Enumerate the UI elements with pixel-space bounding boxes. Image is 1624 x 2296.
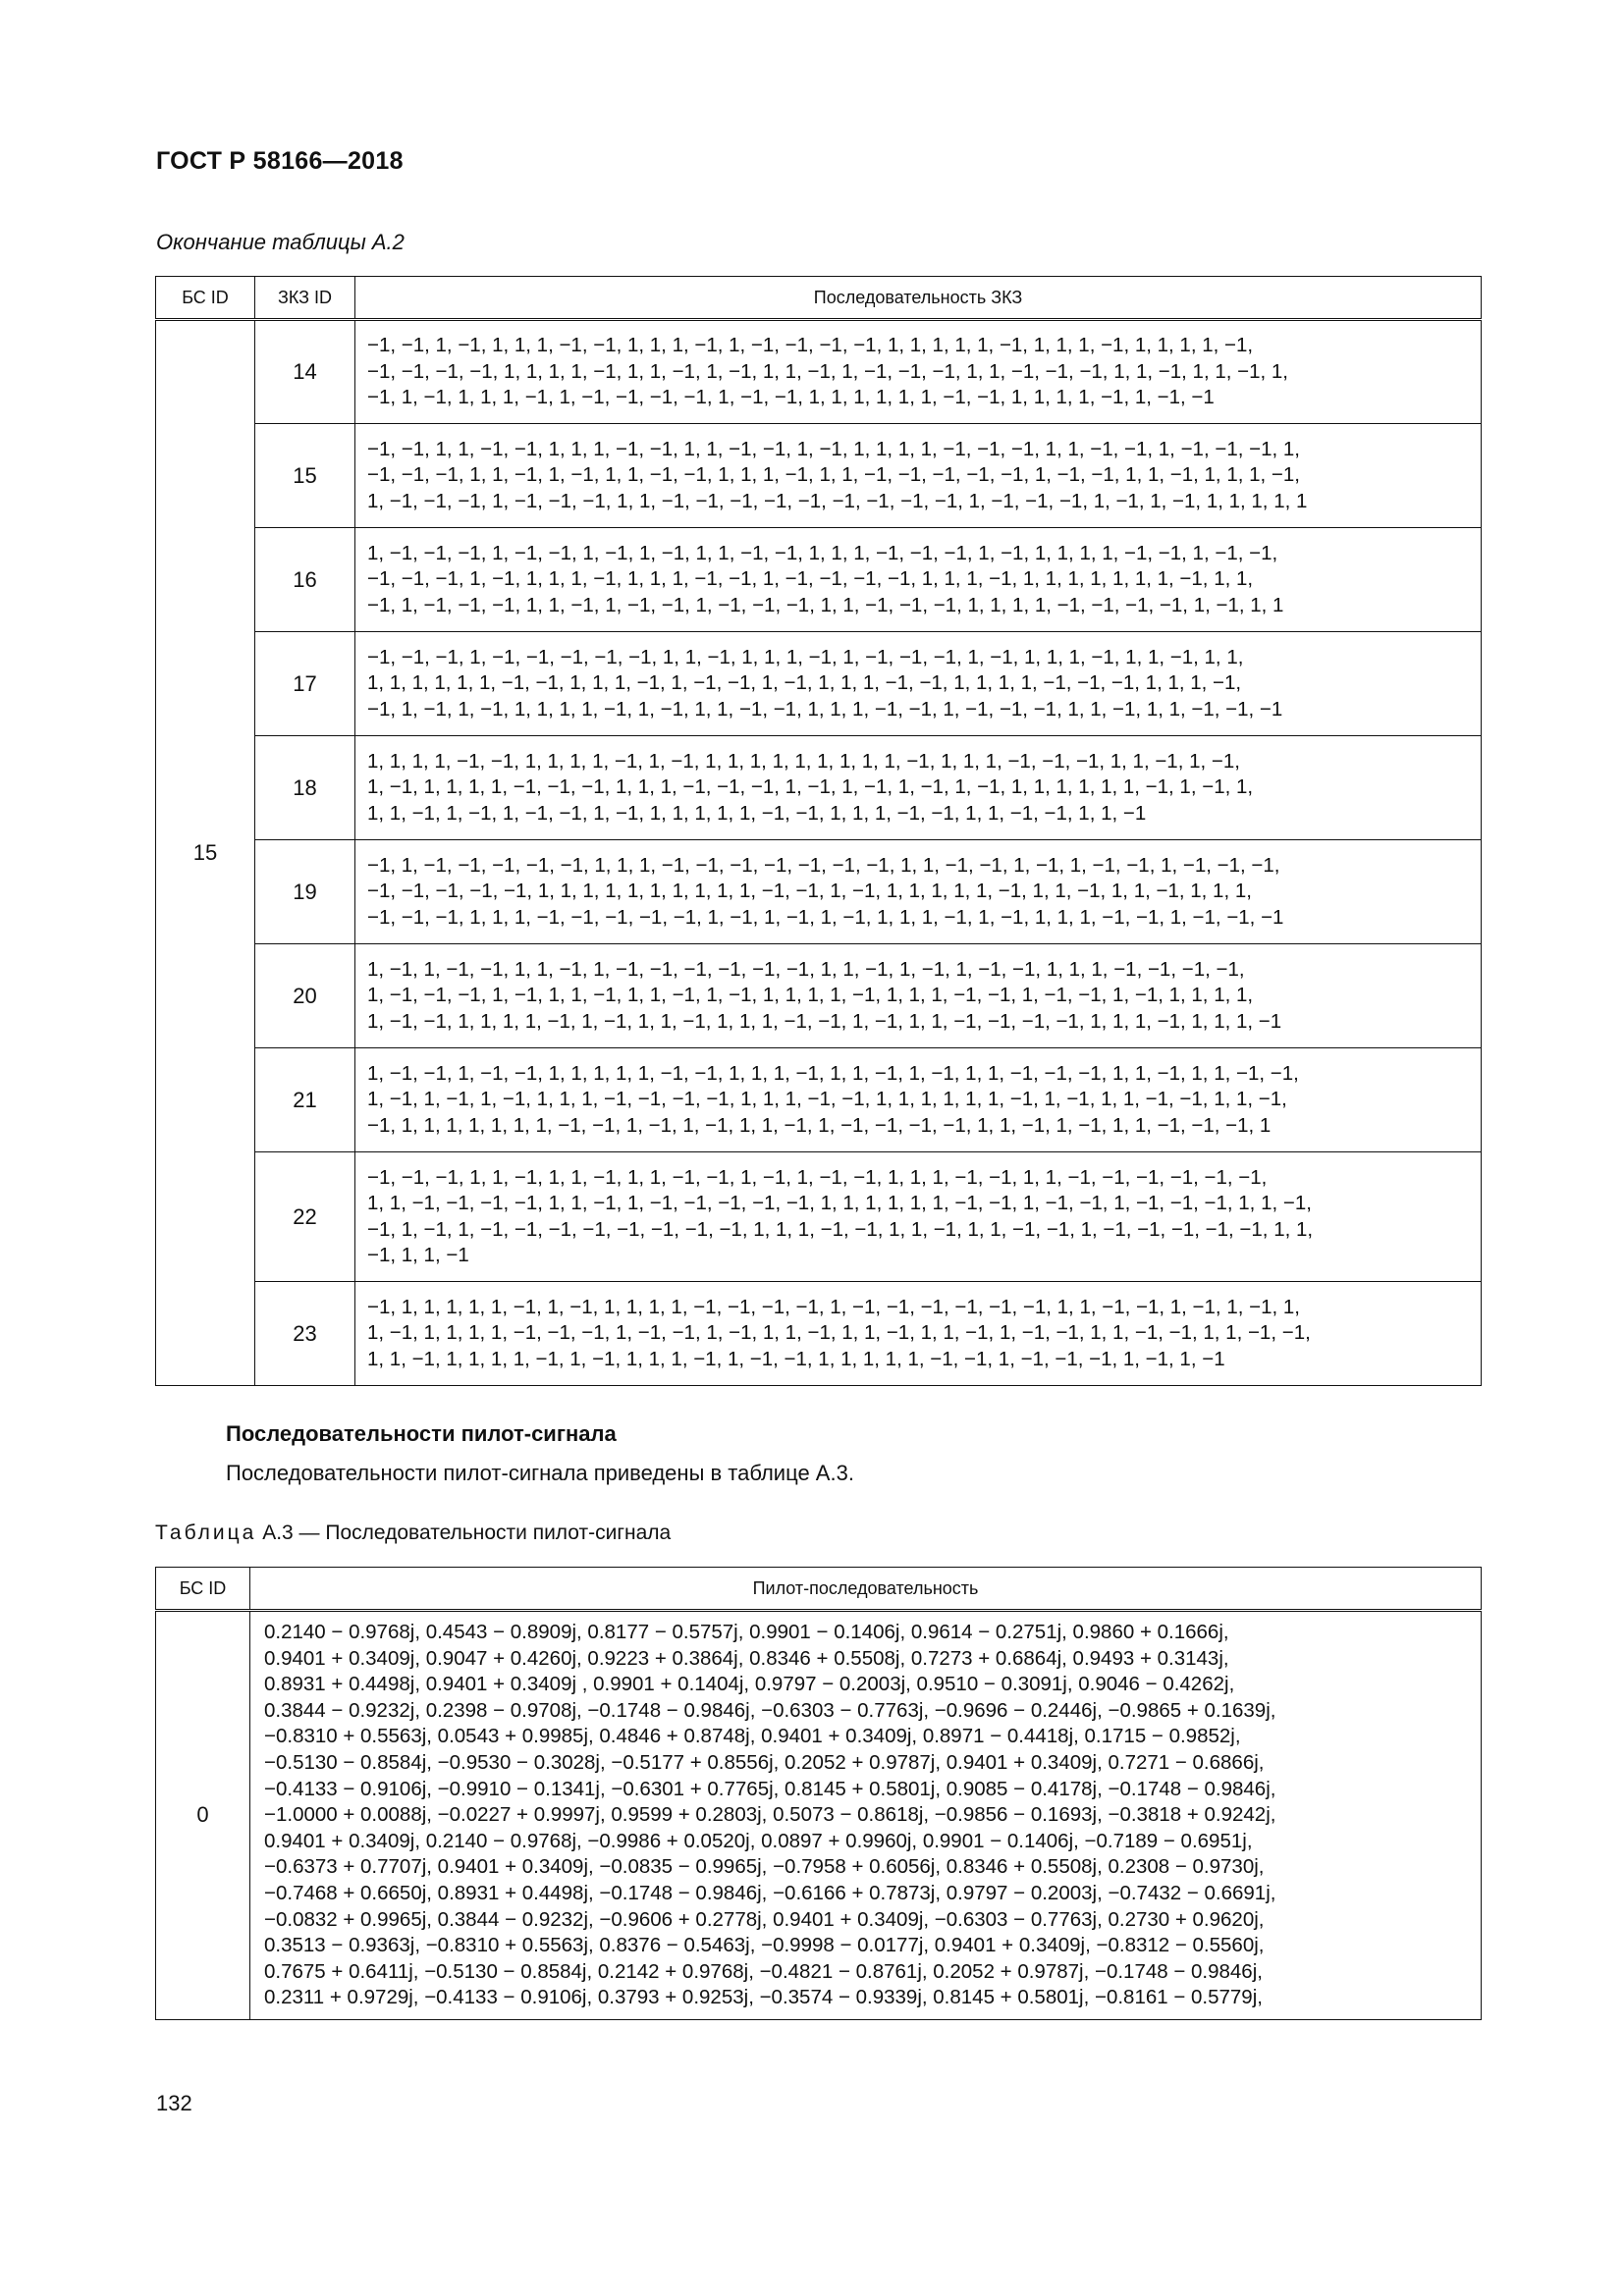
sequence-line: −1, 1, 1, −1 [367, 1244, 469, 1266]
zkz-id-cell: 20 [255, 944, 355, 1048]
pilot-sequence-line: −0.4133 − 0.9106j, −0.9910 − 0.1341j, −0.6301 + 0.7765j, 0.8145 + 0.5801j, 0.9085 − 0.4178j, −0.1748 − 0.9846j, [264, 1777, 1276, 1800]
sequence-line: −1, 1, −1, −1, −1, −1, −1, 1, 1, 1, −1, −1, −1, −1, −1, −1, −1, 1, 1, −1, −1, 1, −1, 1, −1, −1, 1, −1, −1, −1, [367, 853, 1280, 877]
zkz-id-cell: 15 [255, 424, 355, 528]
pilot-sequence-line: −0.6373 + 0.7707j, 0.9401 + 0.3409j, −0.0835 − 0.9965j, −0.7958 + 0.6056j, 0.8346 + 0.5508j, 0.2308 − 0.9730j, [264, 1855, 1265, 1879]
zkz-id-cell: 22 [255, 1152, 355, 1282]
pilot-sequence-line: 0.2311 + 0.9729j, −0.4133 − 0.9106j, 0.3793 + 0.9253j, −0.3574 − 0.9339j, 0.8145 + 0.5801j, −0.8161 − 0.5779j, [264, 1986, 1263, 2009]
table-a2-caption: Окончание таблицы А.2 [156, 230, 405, 254]
sequence-line: 1, 1, 1, 1, −1, −1, 1, 1, 1, 1, −1, 1, −1, 1, 1, 1, 1, 1, 1, 1, 1, 1, −1, 1, 1, 1, −1, −1, −1, 1, 1, −1, 1, −1, [367, 749, 1240, 773]
sequence-line: 1, 1, −1, 1, 1, 1, 1, −1, 1, −1, 1, 1, 1, −1, 1, −1, −1, 1, 1, 1, 1, 1, −1, −1, 1, −1, −1, −1, 1, −1, 1, −1 [367, 1347, 1225, 1370]
sequence-cell [355, 424, 1482, 528]
sequence-cell [355, 736, 1482, 840]
sequence-line: 1, −1, −1, −1, 1, −1, −1, 1, −1, 1, −1, 1, 1, −1, −1, 1, 1, 1, −1, −1, −1, 1, −1, 1, 1, 1, 1, −1, −1, 1, −1, −1, [367, 541, 1278, 564]
sequence-line: −1, 1, 1, 1, 1, 1, −1, 1, −1, 1, 1, 1, 1, −1, −1, −1, −1, 1, −1, −1, −1, −1, −1, −1, 1, 1, −1, −1, 1, −1, 1, −1, 1, [367, 1295, 1300, 1318]
table-a2-header-row [156, 277, 1482, 320]
pilot-sequence-cell [250, 1611, 1482, 2020]
sequence-line: −1, 1, −1, −1, −1, 1, 1, −1, 1, −1, −1, 1, −1, −1, −1, 1, 1, −1, −1, −1, 1, 1, 1, 1, −1, −1, −1, −1, 1, −1, 1, 1 [367, 593, 1284, 616]
page-number: 132 [156, 2091, 192, 2115]
pilot-sequence-line: 0.9401 + 0.3409j, 0.9047 + 0.4260j, 0.9223 + 0.3864j, 0.8346 + 0.5508j, 0.7273 + 0.6864j, 0.9493 + 0.3143j, [264, 1646, 1229, 1670]
table-row [156, 424, 1482, 528]
sequence-cell [355, 944, 1482, 1048]
zkz-id-cell: 21 [255, 1048, 355, 1152]
sequence-line: −1, −1, −1, 1, −1, 1, 1, 1, −1, 1, 1, 1, −1, −1, 1, −1, −1, −1, −1, 1, 1, 1, −1, 1, 1, 1, 1, 1, 1, 1, −1, 1, 1, [367, 567, 1254, 591]
sequence-cell [355, 528, 1482, 632]
sequence-line: 1, −1, 1, −1, −1, 1, 1, −1, 1, −1, −1, −1, −1, −1, −1, 1, 1, −1, 1, −1, 1, −1, −1, 1, 1, 1, −1, −1, −1, −1, [367, 957, 1245, 981]
sequence-cell [355, 1152, 1482, 1282]
table-row [156, 1048, 1482, 1152]
table-a3-header-row [156, 1568, 1482, 1611]
zkz-id-cell: 14 [255, 320, 355, 424]
sequence-line: −1, 1, −1, 1, −1, −1, −1, −1, −1, −1, −1, −1, 1, 1, 1, −1, −1, 1, 1, −1, 1, 1, −1, −1, 1, −1, −1, −1, −1, −1, 1, 1, [367, 1217, 1314, 1241]
sequence-line: −1, 1, −1, 1, −1, 1, 1, 1, 1, −1, 1, −1, 1, 1, −1, −1, 1, 1, 1, −1, −1, 1, −1, −1, −1, 1, 1, −1, 1, 1, −1, −1, −1 [367, 697, 1283, 721]
table-a3-caption-prefix: Таблица [155, 1522, 257, 1544]
zkz-id-cell: 16 [255, 528, 355, 632]
bs-id-cell: 0 [156, 1611, 250, 2020]
sequence-line: −1, −1, −1, 1, 1, 1, −1, −1, −1, −1, −1, 1, −1, 1, −1, 1, −1, 1, 1, 1, −1, 1, −1, 1, 1, 1, −1, −1, 1, −1, −1, −1 [367, 905, 1284, 929]
section-text: Последовательности пилот-сигнала приведены в таблице А.3. [226, 1461, 854, 1485]
zkz-id-cell: 17 [255, 632, 355, 736]
section-heading: Последовательности пилот-сигнала [226, 1421, 617, 1446]
bs-id-cell: 15 [156, 320, 255, 1386]
sequence-line: 1, −1, 1, 1, 1, 1, −1, −1, −1, 1, −1, −1, 1, −1, 1, 1, −1, 1, 1, −1, 1, 1, −1, 1, −1, −1, 1, 1, −1, −1, 1, 1, −1, −1, [367, 1321, 1311, 1345]
column-header-zkz-id: ЗКЗ ID [255, 277, 355, 320]
pilot-sequence-line: 0.2140 − 0.9768j, 0.4543 − 0.8909j, 0.8177 − 0.5757j, 0.9901 − 0.1406j, 0.9614 − 0.2751j, 0.9860 + 0.1666j, [264, 1621, 1229, 1643]
sequence-line: −1, 1, −1, 1, 1, 1, −1, 1, −1, −1, −1, −1, 1, −1, −1, 1, 1, 1, 1, 1, 1, −1, −1, 1, 1, 1, 1, −1, 1, −1, −1 [367, 386, 1215, 409]
sequence-cell [355, 632, 1482, 736]
table-row [156, 736, 1482, 840]
sequence-line: 1, 1, −1, −1, −1, −1, 1, 1, −1, 1, −1, −1, −1, −1, −1, 1, 1, 1, 1, 1, 1, −1, −1, 1, −1, −1, 1, −1, −1, −1, 1, 1, −1, [367, 1192, 1312, 1214]
sequence-line: −1, −1, −1, 1, 1, −1, 1, −1, 1, 1, −1, −1, 1, 1, 1, −1, 1, 1, −1, −1, −1, −1, −1, 1, −1, −1, 1, 1, −1, 1, 1, 1, −1, [367, 463, 1300, 487]
table-row [156, 944, 1482, 1048]
column-header-pilot-sequence: Пилот-последовательность [250, 1568, 1482, 1611]
sequence-cell [355, 1282, 1482, 1386]
table-row [156, 1282, 1482, 1386]
pilot-sequence-line: −1.0000 + 0.0088j, −0.0227 + 0.9997j, 0.9599 + 0.2803j, 0.5073 − 0.8618j, −0.9856 − 0.1693j, −0.3818 + 0.9242j, [264, 1803, 1276, 1827]
sequence-line: 1, −1, 1, 1, 1, 1, −1, −1, −1, 1, 1, 1, −1, −1, −1, 1, −1, 1, −1, 1, −1, 1, −1, 1, 1, 1, 1, 1, 1, −1, 1, −1, 1, [367, 775, 1254, 799]
sequence-line: 1, −1, −1, −1, 1, −1, 1, 1, −1, 1, 1, −1, 1, −1, 1, 1, 1, 1, −1, 1, 1, 1, −1, −1, 1, −1, −1, 1, −1, 1, 1, 1, 1, [367, 984, 1254, 1007]
document-title: ГОСТ Р 58166—2018 [156, 147, 404, 175]
pilot-sequence-line: −0.0832 + 0.9965j, 0.3844 − 0.9232j, −0.9606 + 0.2778j, 0.9401 + 0.3409j, −0.6303 − 0.7763j, 0.2730 + 0.9620j, [264, 1907, 1265, 1931]
sequence-cell [355, 840, 1482, 944]
pilot-sequence-line: 0.7675 + 0.6411j, −0.5130 − 0.8584j, 0.2142 + 0.9768j, −0.4821 − 0.8761j, 0.2052 + 0.9787j, −0.1748 − 0.9846j, [264, 1959, 1263, 1983]
pilot-sequence-line: −0.8310 + 0.5563j, 0.0543 + 0.9985j, 0.4846 + 0.8748j, 0.9401 + 0.3409j, 0.8971 − 0.4418j, 0.1715 − 0.9852j, [264, 1725, 1241, 1748]
sequence-cell [355, 320, 1482, 424]
column-header-bs-id: БС ID [156, 277, 255, 320]
sequence-line: −1, −1, −1, −1, −1, 1, 1, 1, 1, 1, 1, 1, 1, 1, 1, −1, −1, 1, −1, 1, 1, 1, 1, 1, −1, 1, 1, −1, 1, 1, −1, 1, 1, 1, [367, 880, 1252, 903]
table-row [156, 320, 1482, 424]
table-row [156, 632, 1482, 736]
column-header-bs-id: БС ID [156, 1568, 250, 1611]
pilot-sequence-line: 0.8931 + 0.4498j, 0.9401 + 0.3409j , 0.9901 + 0.1404j, 0.9797 − 0.2003j, 0.9510 − 0.3091j, 0.9046 − 0.4262j, [264, 1673, 1235, 1696]
table-row [156, 528, 1482, 632]
sequence-line: 1, −1, 1, −1, 1, −1, 1, 1, 1, −1, −1, −1, −1, 1, 1, 1, −1, −1, 1, 1, 1, 1, 1, 1, −1, 1, −1, 1, 1, −1, −1, 1, 1, −1, [367, 1088, 1287, 1111]
table-a3-caption [155, 1522, 671, 1545]
pilot-sequence-line: −0.7468 + 0.6650j, 0.8931 + 0.4498j, −0.1748 − 0.9846j, −0.6166 + 0.7873j, 0.9797 − 0.2003j, −0.7432 − 0.6691j, [264, 1881, 1276, 1904]
zkz-id-cell: 19 [255, 840, 355, 944]
sequence-line: −1, −1, −1, 1, −1, −1, −1, −1, −1, 1, 1, −1, 1, 1, 1, −1, 1, −1, −1, −1, 1, −1, 1, 1, 1, −1, 1, 1, −1, 1, 1, [367, 645, 1244, 668]
sequence-line: 1, 1, −1, 1, −1, 1, −1, −1, 1, −1, 1, 1, 1, 1, 1, −1, −1, 1, 1, 1, −1, −1, 1, 1, −1, −1, 1, 1, −1 [367, 801, 1147, 825]
sequence-line: −1, −1, 1, 1, −1, −1, 1, 1, 1, −1, −1, 1, 1, −1, −1, 1, −1, 1, 1, 1, 1, −1, −1, −1, 1, 1, −1, −1, 1, −1, −1, −1, 1, [367, 437, 1300, 460]
table-a2 [155, 276, 1482, 1386]
sequence-line: −1, 1, 1, 1, 1, 1, 1, 1, −1, −1, 1, −1, 1, −1, 1, 1, −1, 1, −1, −1, −1, −1, 1, 1, −1, 1, −1, 1, 1, −1, −1, −1, 1 [367, 1113, 1272, 1137]
zkz-id-cell: 18 [255, 736, 355, 840]
sequence-line: 1, 1, 1, 1, 1, 1, −1, −1, 1, 1, 1, −1, 1, −1, −1, 1, −1, 1, 1, 1, −1, −1, 1, 1, 1, 1, −1, −1, −1, 1, 1, 1, −1, [367, 671, 1242, 695]
sequence-line: −1, −1, −1, 1, 1, −1, 1, 1, −1, 1, 1, −1, −1, 1, −1, 1, −1, −1, 1, 1, 1, −1, −1, 1, 1, −1, −1, −1, −1, −1, −1, [367, 1165, 1268, 1189]
pilot-sequence-line: 0.3513 − 0.9363j, −0.8310 + 0.5563j, 0.8376 − 0.5463j, −0.9998 − 0.0177j, 0.9401 + 0.3409j, −0.8312 − 0.5560j, [264, 1934, 1265, 1957]
zkz-id-cell: 23 [255, 1282, 355, 1386]
table-a3 [155, 1567, 1482, 2020]
sequence-line: 1, −1, −1, −1, 1, −1, −1, −1, 1, 1, −1, −1, −1, −1, −1, −1, −1, −1, −1, 1, −1, −1, −1, 1, −1, 1, −1, 1, 1, 1, 1, 1 [367, 489, 1308, 512]
table-a3-caption-text: А.3 — Последовательности пилот-сигнала [262, 1522, 672, 1544]
pilot-sequence-line: 0.3844 − 0.9232j, 0.2398 − 0.9708j, −0.1748 − 0.9846j, −0.6303 − 0.7763j, −0.9696 − 0.2446j, −0.9865 + 0.1639j, [264, 1698, 1276, 1722]
table-row [156, 1611, 1482, 2020]
sequence-line: 1, −1, −1, 1, −1, −1, 1, 1, 1, 1, 1, −1, −1, 1, 1, 1, −1, 1, 1, −1, 1, −1, 1, 1, −1, −1, −1, 1, 1, −1, 1, 1, −1, −1, [367, 1061, 1299, 1085]
table-row [156, 840, 1482, 944]
sequence-line: −1, −1, 1, −1, 1, 1, 1, −1, −1, 1, 1, 1, −1, 1, −1, −1, −1, −1, 1, 1, 1, 1, 1, −1, 1, 1, 1, −1, 1, 1, 1, 1, −1, [367, 334, 1254, 357]
pilot-sequence-line: −0.5130 − 0.8584j, −0.9530 − 0.3028j, −0.5177 + 0.8556j, 0.2052 + 0.9787j, 0.9401 + 0.3409j, 0.7271 − 0.6866j, [264, 1750, 1265, 1774]
pilot-sequence-line: 0.9401 + 0.3409j, 0.2140 − 0.9768j, −0.9986 + 0.0520j, 0.0897 + 0.9960j, 0.9901 − 0.1406j, −0.7189 − 0.6951j, [264, 1829, 1253, 1852]
table-row [156, 1152, 1482, 1282]
sequence-line: 1, −1, −1, 1, 1, 1, 1, −1, 1, −1, 1, 1, −1, 1, 1, 1, −1, −1, 1, −1, 1, 1, −1, −1, −1, −1, 1, 1, 1, −1, 1, 1, 1, −1 [367, 1009, 1282, 1033]
column-header-sequence: Последовательность ЗКЗ [355, 277, 1482, 320]
sequence-line: −1, −1, −1, −1, 1, 1, 1, 1, −1, 1, 1, −1, 1, −1, 1, 1, −1, 1, −1, −1, −1, 1, 1, −1, −1, −1, 1, 1, −1, 1, 1, −1, 1, [367, 359, 1288, 383]
sequence-cell [355, 1048, 1482, 1152]
